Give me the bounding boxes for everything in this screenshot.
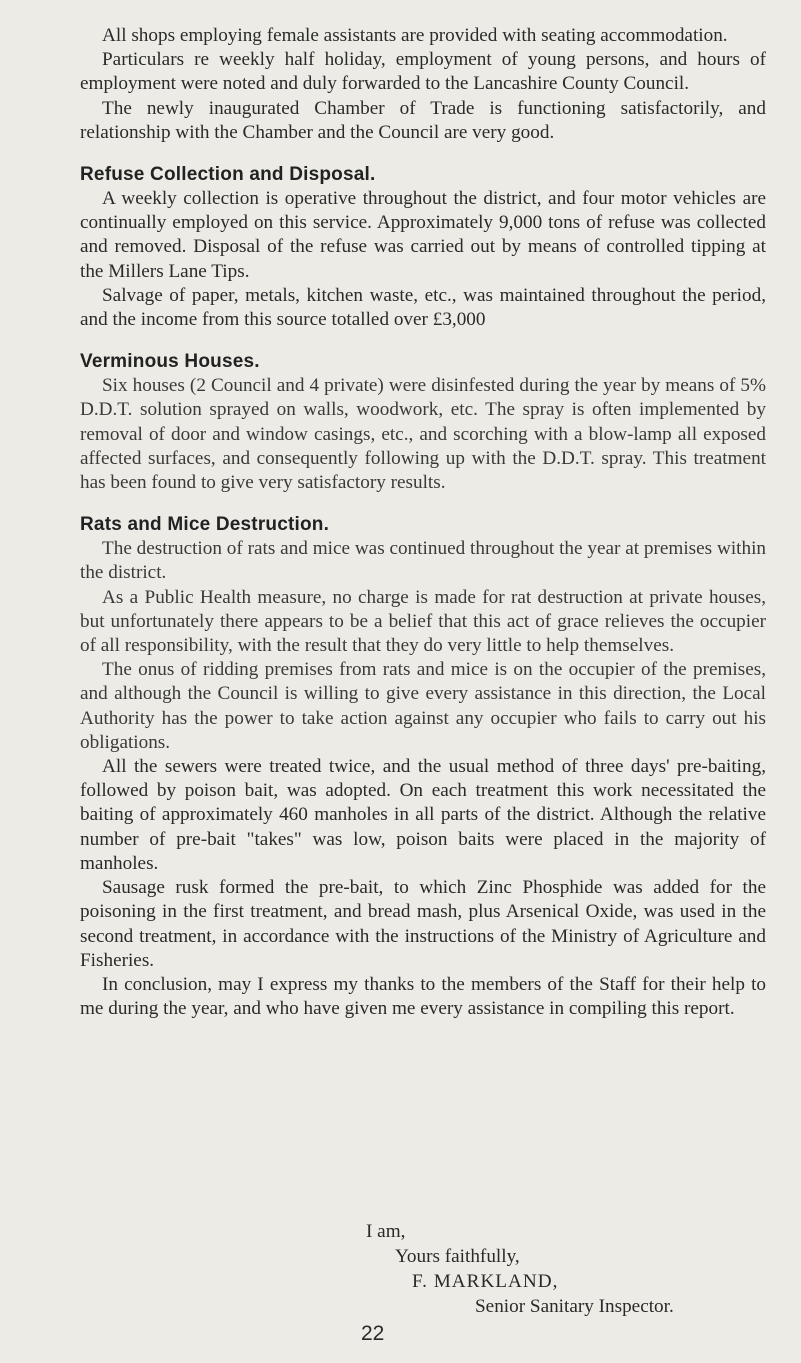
paragraph-chamber-of-trade: The newly inaugurated Chamber of Trade is functioning satisfactorily, and relationship with the Chamber and the Council are very good.	[80, 97, 766, 143]
paragraph-refuse-collection: A weekly collection is operative throughout the district, and four motor vehicles are continually employed on this service. Approximately 9,000 tons of refuse was collected and removed. Disposal of the refuse was carried out by means of controlled tipping at the Millers Lane Tips.	[80, 188, 766, 282]
paragraph-seating: All shops employing female assistants are provided with seating accommodation.	[102, 25, 728, 46]
heading-rats-mice: Rats and Mice Destruction.	[80, 514, 330, 536]
paragraph-salvage: Salvage of paper, metals, kitchen waste, etc., was maintained throughout the period, and the income from this source totalled over £3,000	[80, 284, 766, 331]
paragraph-sewers: All the sewers were treated twice, and the usual method of three days' pre-baiting, followed by poison bait, was adopted. On each treatment this work necessitated the baiting of approximately 460 manholes in all parts of the district. Although the relative number of pre-bait "takes" was low, poison baits were placed in the majority of manholes.	[80, 756, 766, 874]
paragraph-onus: The onus of ridding premises from rats and mice is on the occupier of the premises, and although the Council is willing to give every assistance in this direction, the Local Authority has the power to take action against any occupier who fails to carry out his obligations.	[80, 659, 766, 753]
signature-closing: I am,	[366, 1221, 406, 1242]
heading-verminous-houses: Verminous Houses.	[80, 351, 260, 373]
heading-refuse-collection: Refuse Collection and Disposal.	[80, 164, 376, 186]
paragraph-verminous-houses: Six houses (2 Council and 4 private) were disinfested during the year by means of 5% D.D.T. solution sprayed on walls, woodwork, etc. The spray is often implemented by removal of door and window casings, etc., and scorching with a blow-lamp all exposed affected surfaces, and consequently following up with the D.D.T. spray. This treatment has been found to give very satisfactory results.	[80, 375, 766, 494]
signature-name: F. MARKLAND,	[412, 1271, 559, 1292]
signature-valediction: Yours faithfully,	[395, 1246, 520, 1267]
report-body	[80, 24, 766, 1021]
paragraph-rats-destruction: The destruction of rats and mice was continued throughout the year at premises within the district.	[80, 538, 766, 584]
paragraph-particulars: Particulars re weekly half holiday, employment of young persons, and hours of employment were noted and duly forwarded to the Lancashire County Council.	[80, 49, 766, 95]
signature-title: Senior Sanitary Inspector.	[475, 1296, 674, 1317]
paragraph-conclusion: In conclusion, may I express my thanks to the members of the Staff for their help to me during the year, and who have given me every assistance in compiling this report.	[80, 973, 766, 1020]
page-number: 22	[361, 1322, 385, 1345]
paragraph-sausage-rusk: Sausage rusk formed the pre-bait, to which Zinc Phosphide was added for the poisoning in the first treatment, and bread mash, plus Arsenical Oxide, was used in the second treatment, in accordance with the instructions of the Ministry of Agriculture and Fisheries.	[80, 877, 766, 971]
paragraph-public-health: As a Public Health measure, no charge is made for rat destruction at private houses, but unfortunately there appears to be a belief that this act of grace relieves the occupier of all responsibility, with the result that they do very little to help themselves.	[80, 586, 766, 657]
